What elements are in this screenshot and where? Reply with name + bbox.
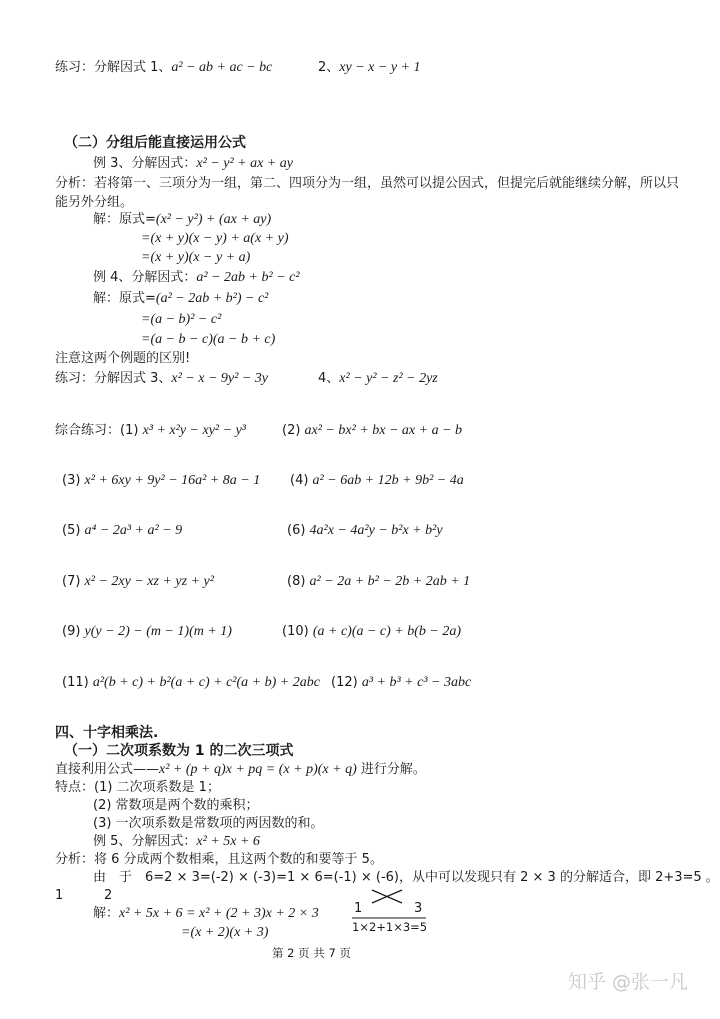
text-line (55, 760, 426, 779)
math-expression: a² − ab + ac − bc (171, 60, 273, 75)
math-expression: a²(b + c) + b²(a + c) + c²(a + b) + 2abc (92, 675, 320, 690)
text-run: 进行分解。 (356, 762, 426, 777)
text-run: 直接利用公式—— (55, 762, 160, 777)
math-expression: a² − 6ab + 12b + 9b² − 4a (312, 473, 464, 488)
text-run: 注意这两个例题的区别! (55, 351, 191, 366)
text-run: 例 5、分解因式： (93, 834, 197, 849)
text-line (93, 868, 719, 887)
text-run: 4、 (318, 371, 340, 386)
text-run: (7) (62, 574, 85, 589)
text-line (55, 850, 383, 869)
text-line (141, 248, 250, 267)
text-run: 特点：(1) 二次项系数是 1； (55, 780, 220, 795)
math-expression: 4a²x − 4a²y − b²x + b²y (309, 523, 443, 538)
text-line (93, 268, 300, 287)
text-run: (2) (282, 423, 305, 438)
text-run: 解： (93, 906, 120, 921)
text-run: 分析：若将第一、三项分为一组，第二、四项分为一组，虽然可以提公因式，但提完后就能继续分解，所以只 (55, 176, 680, 191)
cross-left-number: 1 (354, 901, 363, 916)
section-heading: （二）分组后能直接运用公式 (64, 135, 246, 151)
math-expression: (x² − y²) + (ax + ay) (155, 212, 272, 227)
math-expression: x² − x − 9y² − 3y (171, 371, 268, 386)
math-expression: a² − 2a + b² − 2b + 2ab + 1 (309, 574, 471, 589)
watermark: 知乎 @张一凡 (568, 971, 689, 993)
math-expression: (a + c)(a − c) + b(b − 2a) (312, 624, 462, 639)
text-run: 由 于 6=2 × 3=(-2) × (-3)=1 × 6=(-1) × (-6)，从中可以发现只有 2 × 3 的分解适合，即 2+3=5 。 (93, 870, 719, 885)
text-run: 解：原式= (93, 212, 156, 227)
text-line (64, 134, 246, 152)
text-line (141, 330, 275, 349)
text-line (93, 210, 271, 229)
text-run: (6) (287, 523, 310, 538)
text-line (93, 154, 293, 173)
text-line (141, 229, 289, 248)
text-line (62, 673, 320, 692)
text-line (55, 58, 272, 77)
text-run: (8) (287, 574, 310, 589)
text-run: (9) (62, 624, 85, 639)
math-expression: =(x + y)(x − y + a) (141, 250, 251, 265)
text-line (331, 673, 471, 692)
math-expression: ax² − bx² + bx − ax + a − b (304, 423, 463, 438)
text-line (55, 369, 268, 388)
text-run: 能另外分组。 (55, 195, 134, 210)
math-expression: x² + 5x + 6 = x² + (2 + 3)x + 2 × 3 (119, 906, 319, 921)
text-run: 例 3、分解因式： (93, 156, 197, 171)
text-run: (11) (62, 675, 93, 690)
math-expression: =(a − b)² − c² (141, 312, 222, 327)
text-line (318, 369, 438, 388)
text-run: 2、 (318, 60, 340, 75)
text-run: 解：原式= (93, 291, 156, 306)
math-expression: x² + (p + q)x + pq = (x + p)(x + q) (159, 762, 357, 777)
text-run: 练习：分解因式 1、 (55, 60, 172, 75)
text-run: (3) (62, 473, 85, 488)
text-line (290, 471, 464, 490)
page-footer: 第 2 页 共 7 页 (272, 946, 351, 960)
text-line (93, 904, 319, 923)
text-line (64, 742, 294, 760)
math-expression: x² + 6xy + 9y² − 16a² + 8a − 1 (84, 473, 261, 488)
text-run: (10) (282, 624, 313, 639)
text-line (55, 886, 63, 905)
math-expression: x² − y² + ax + ay (196, 156, 293, 171)
math-expression: x² − 2xy − xz + yz + y² (84, 574, 214, 589)
cross-right-number: 3 (414, 901, 423, 916)
section-heading: （一）二次项系数为 1 的二次三项式 (64, 743, 294, 759)
text-run: 例 4、分解因式： (93, 270, 197, 285)
text-line (55, 349, 190, 368)
text-run: 综合练习：(1) (55, 423, 143, 438)
text-line (93, 814, 324, 833)
math-expression: x² − y² − z² − 2yz (339, 371, 438, 386)
math-expression: a² − 2ab + b² − c² (196, 270, 300, 285)
text-line (55, 724, 158, 742)
text-line (93, 832, 260, 851)
text-line (62, 521, 182, 540)
text-run: (4) (290, 473, 313, 488)
text-run: 1 (55, 888, 64, 903)
section-heading: 四、十字相乘法. (55, 725, 159, 741)
text-run: 练习：分解因式 3、 (55, 371, 172, 386)
text-line (55, 421, 246, 440)
math-expression: x³ + x²y − xy² − y³ (142, 423, 246, 438)
text-line (62, 471, 260, 490)
math-expression: a³ + b³ + c³ − 3abc (361, 675, 472, 690)
text-line (55, 778, 220, 797)
text-run: 分析：将 6 分成两个数相乘，且这两个数的和要等于 5。 (55, 852, 383, 867)
text-run: (5) (62, 523, 85, 538)
text-line (93, 796, 259, 815)
text-run: (12) (331, 675, 362, 690)
cross-multiplication-diagram (350, 888, 430, 934)
text-line (55, 174, 679, 193)
text-line (62, 622, 232, 641)
text-run: 2 (104, 888, 113, 903)
text-line (287, 521, 443, 540)
text-line (62, 572, 214, 591)
text-run: (2) 常数项是两个数的乘积； (93, 798, 259, 813)
math-expression: y(y − 2) − (m − 1)(m + 1) (84, 624, 232, 639)
text-line (141, 310, 221, 329)
math-expression: x² + 5x + 6 (196, 834, 260, 849)
math-expression: =(x + 2)(x + 3) (181, 925, 269, 940)
text-line (282, 622, 461, 641)
math-expression: =(x + y)(x − y) + a(x + y) (141, 231, 289, 246)
text-line (282, 421, 462, 440)
text-line (104, 886, 112, 905)
math-expression: (a² − 2ab + b²) − c² (155, 291, 269, 306)
text-line (93, 289, 268, 308)
cross-result: 1×2+1×3=5 (352, 920, 428, 934)
text-line (318, 58, 420, 77)
math-expression: xy − x − y + 1 (339, 60, 421, 75)
text-line (181, 923, 268, 942)
text-run: (3) 一次项系数是常数项的两因数的和。 (93, 816, 324, 831)
math-expression: =(a − b − c)(a − b + c) (141, 332, 276, 347)
math-expression: a⁴ − 2a³ + a² − 9 (84, 523, 183, 538)
text-line (287, 572, 470, 591)
